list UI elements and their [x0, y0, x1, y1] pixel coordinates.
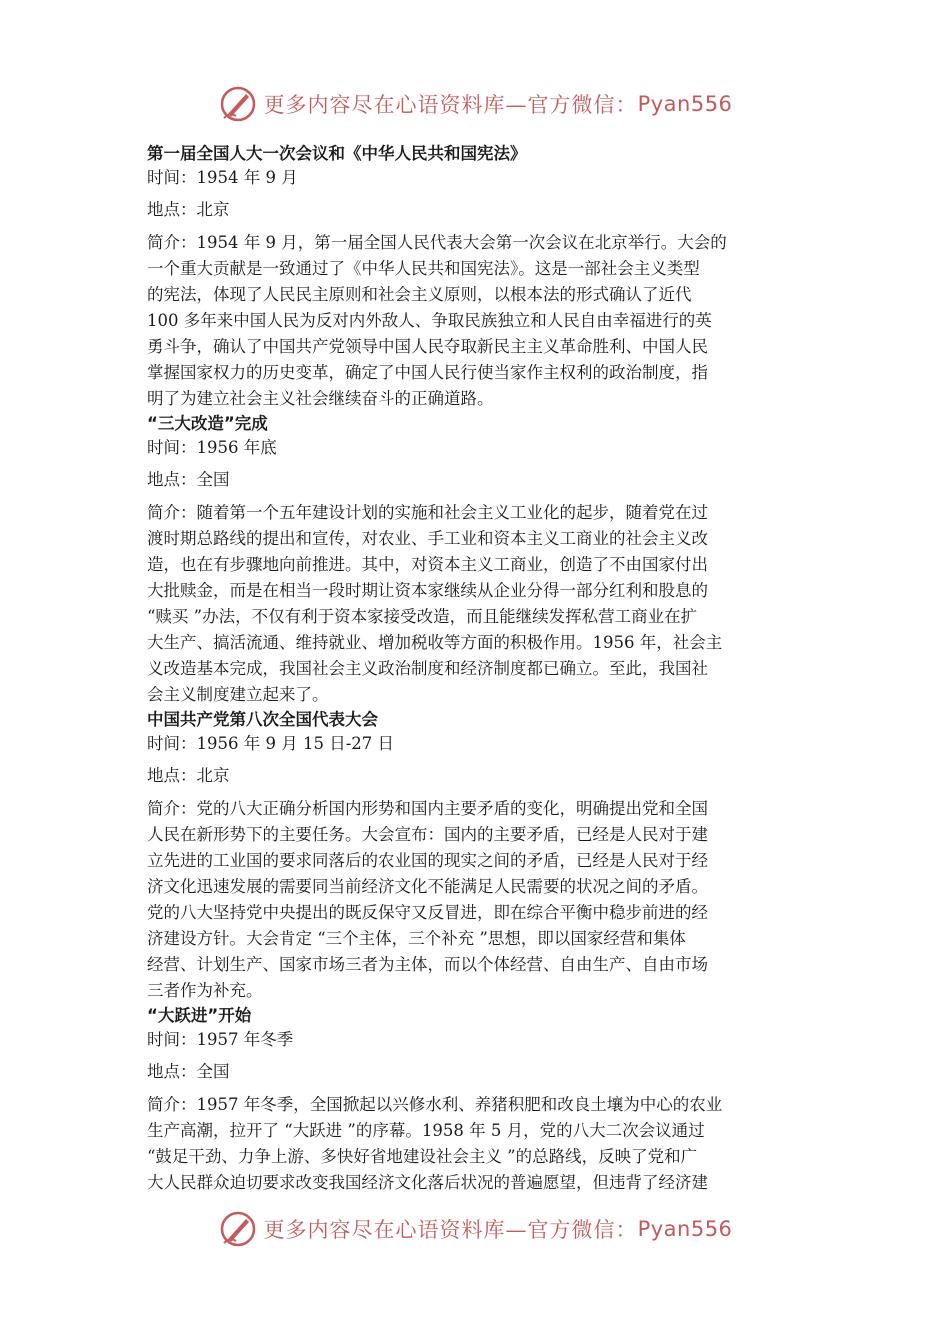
intro-line: 三者作为补充。	[147, 981, 263, 1000]
header-banner	[0, 80, 950, 128]
section-time: 时间：1956 年底	[147, 438, 277, 457]
intro-line: 简介：1957 年冬季，全国掀起以兴修水利、养猪积肥和改良土壤为中心的农业	[147, 1095, 723, 1114]
intro-line: 党的八大坚持党中央提出的既反保守又反冒进，即在综合平衡中稳步前进的经	[147, 903, 708, 922]
intro-line: 大人民群众迫切要求改变我国经济文化落后状况的普遍愿望，但违背了经济建	[147, 1173, 708, 1192]
section-place: 地点：全国	[147, 1062, 230, 1081]
intro-line: 勇斗争，确认了中国共产党领导中国人民夺取新民主主义革命胜利、中国人民	[147, 337, 708, 356]
intro-line: 义改造基本完成，我国社会主义政治制度和经济制度都已确立。至此，我国社	[147, 659, 708, 678]
intro-line: 明了为建立社会主义社会继续奋斗的正确道路。	[147, 389, 494, 408]
intro-line: 简介：随着第一个五年建设计划的实施和社会主义工业化的起步，随着党在过	[147, 503, 708, 522]
intro-line: 立先进的工业国的要求同落后的农业国的现实之间的矛盾，已经是人民对于经	[147, 851, 708, 870]
intro-line: 的宪法，体现了人民民主原则和社会主义原则，以根本法的形式确认了近代	[147, 285, 692, 304]
section-title: 中国共产党第八次全国代表大会	[147, 710, 378, 729]
section-3	[147, 708, 810, 1004]
section-intro	[147, 796, 810, 1004]
intro-line: “赎买 ”办法，不仅有利于资本家接受改造，而且能继续发挥私营工商业在扩	[147, 607, 698, 626]
intro-line: 造，也在有步骤地向前推进。其中，对资本主义工商业，创造了不由国家付出	[147, 555, 708, 574]
section-title: “三大改造”完成	[147, 414, 268, 433]
intro-line: 经营、计划生产、国家市场三者为主体，而以个体经营、自由生产、自由市场	[147, 955, 708, 974]
section-intro	[147, 230, 810, 412]
intro-line: 济建设方针。大会肯定 “三个主体，三个补充 ”思想，即以国家经营和集体	[147, 929, 686, 948]
document-body	[147, 142, 810, 1196]
banner-text: 更多内容尽在心语资料库—官方微信：	[263, 1218, 638, 1242]
intro-line: 大生产、搞活流通、维持就业、增加税收等方面的积极作用。1956 年，社会主	[147, 633, 723, 652]
section-time: 时间：1956 年 9 月 15 日-27 日	[147, 734, 395, 753]
section-place: 地点：北京	[147, 766, 230, 785]
section-2	[147, 412, 810, 708]
intro-line: “鼓足干劲、力争上游、多快好省地建设社会主义 ”的总路线，反映了党和广	[147, 1147, 698, 1166]
section-title: 第一届全国人大一次会议和《中华人民共和国宪法》	[147, 144, 527, 163]
intro-line: 掌握国家权力的历史变革，确定了中国人民行使当家作主权利的政治制度，指	[147, 363, 708, 382]
section-4	[147, 1004, 810, 1196]
intro-line: 会主义制度建立起来了。	[147, 685, 329, 704]
section-place: 地点：北京	[147, 200, 230, 219]
section-time: 时间：1954 年 9 月	[147, 168, 298, 187]
intro-line: 100 多年来中国人民为反对内外敌人、争取民族独立和人民自由幸福进行的英	[147, 311, 712, 330]
intro-line: 生产高潮，拉开了 “大跃进 ”的序幕。1958 年 5 月，党的八大二次会议通过	[147, 1121, 705, 1140]
banner-wechat-id: Pyan556	[637, 1217, 733, 1241]
section-1	[147, 142, 810, 412]
section-intro	[147, 1092, 810, 1196]
section-time: 时间：1957 年冬季	[147, 1030, 294, 1049]
footer-banner	[0, 1205, 950, 1253]
pen-logo-icon	[218, 1209, 258, 1249]
section-title: “大跃进”开始	[147, 1006, 252, 1025]
section-intro	[147, 500, 810, 708]
intro-line: 大批赎金，而是在相当一段时期让资本家继续从企业分得一部分红利和股息的	[147, 581, 708, 600]
pen-logo-icon	[218, 84, 258, 124]
intro-line: 济文化迅速发展的需要同当前经济文化不能满足人民需要的状况之间的矛盾。	[147, 877, 708, 896]
banner-text: 更多内容尽在心语资料库—官方微信：	[263, 93, 638, 117]
intro-line: 人民在新形势下的主要任务。大会宣布：国内的主要矛盾，已经是人民对于建	[147, 825, 708, 844]
intro-line: 一个重大贡献是一致通过了《中华人民共和国宪法》。这是一部社会主义类型	[147, 259, 700, 278]
banner-wechat-id: Pyan556	[637, 92, 733, 116]
intro-line: 简介：党的八大正确分析国内形势和国内主要矛盾的变化，明确提出党和全国	[147, 799, 708, 818]
intro-line: 简介：1954 年 9 月，第一届全国人民代表大会第一次会议在北京举行。大会的	[147, 233, 727, 252]
intro-line: 渡时期总路线的提出和宣传，对农业、手工业和资本主义工商业的社会主义改	[147, 529, 708, 548]
section-place: 地点：全国	[147, 470, 230, 489]
